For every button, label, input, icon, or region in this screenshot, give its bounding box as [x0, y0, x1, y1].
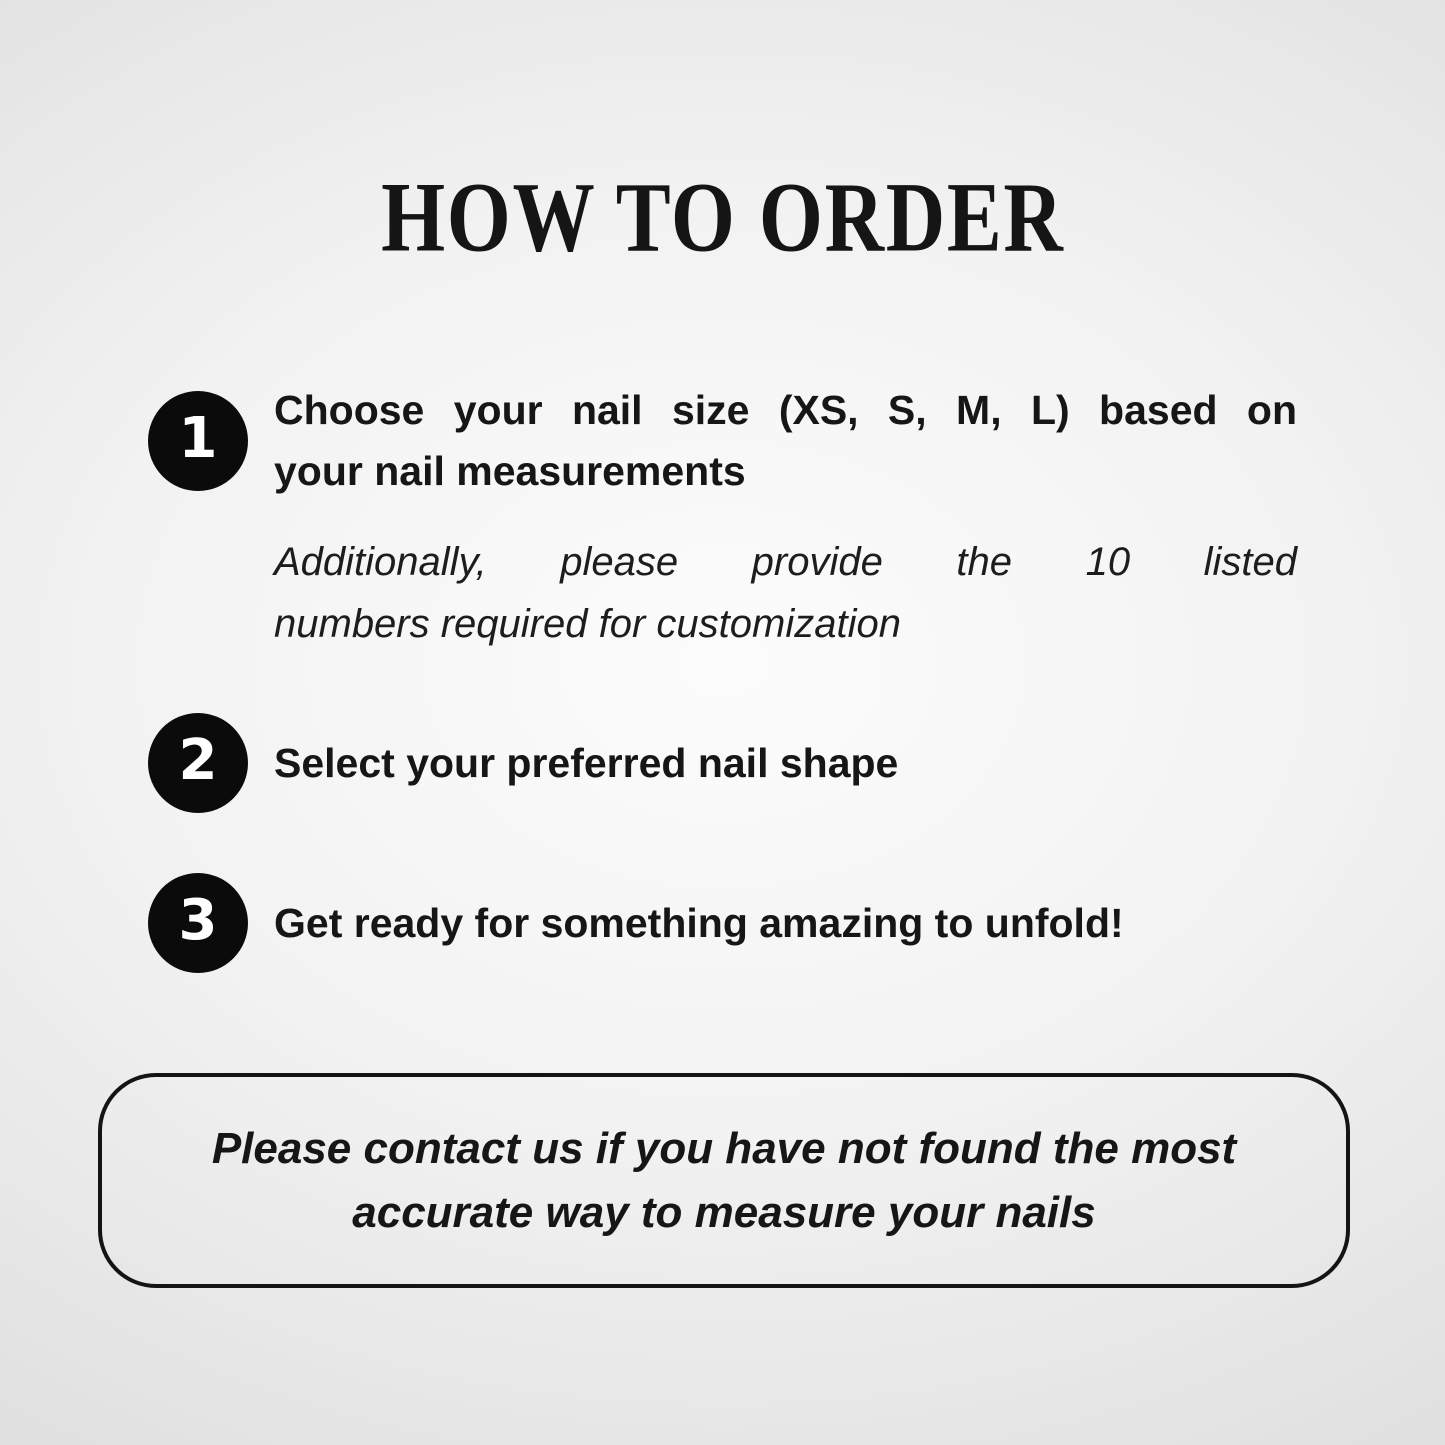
step-1-note [274, 531, 1297, 655]
step-1 [148, 380, 1297, 502]
step-1-heading [274, 380, 1297, 502]
contact-note-line-2: accurate way to measure your nails [352, 1187, 1096, 1237]
step-1-number-badge [148, 391, 248, 491]
step-2-number: 2 [178, 728, 218, 793]
step-2 [148, 713, 1297, 813]
contact-note-line-1: Please contact us if you have not found the most [211, 1123, 1237, 1173]
page-title-text: HOW TO ORDER [380, 162, 1065, 274]
page-title [148, 162, 1297, 274]
step-1-note-line-1: Additionally, please provide the 10 listed [274, 540, 1297, 584]
step-3 [148, 873, 1297, 973]
step-1-note-line-2: numbers required for customization [274, 602, 901, 646]
step-3-number-badge [148, 873, 248, 973]
step-3-heading [274, 893, 1297, 954]
step-2-number-badge [148, 713, 248, 813]
step-2-heading-line-1: Select your preferred nail shape [274, 739, 899, 786]
step-1-heading-line-2: your nail measurements [274, 448, 746, 494]
step-3-heading-line-1: Get ready for something amazing to unfold! [274, 899, 1124, 946]
step-2-heading [274, 733, 1297, 794]
contact-note-box [98, 1073, 1350, 1288]
step-1-number: 1 [178, 406, 218, 471]
step-1-heading-line-1: Choose your nail size (XS, S, M, L) based on [274, 387, 1297, 433]
step-3-number: 3 [178, 888, 218, 953]
